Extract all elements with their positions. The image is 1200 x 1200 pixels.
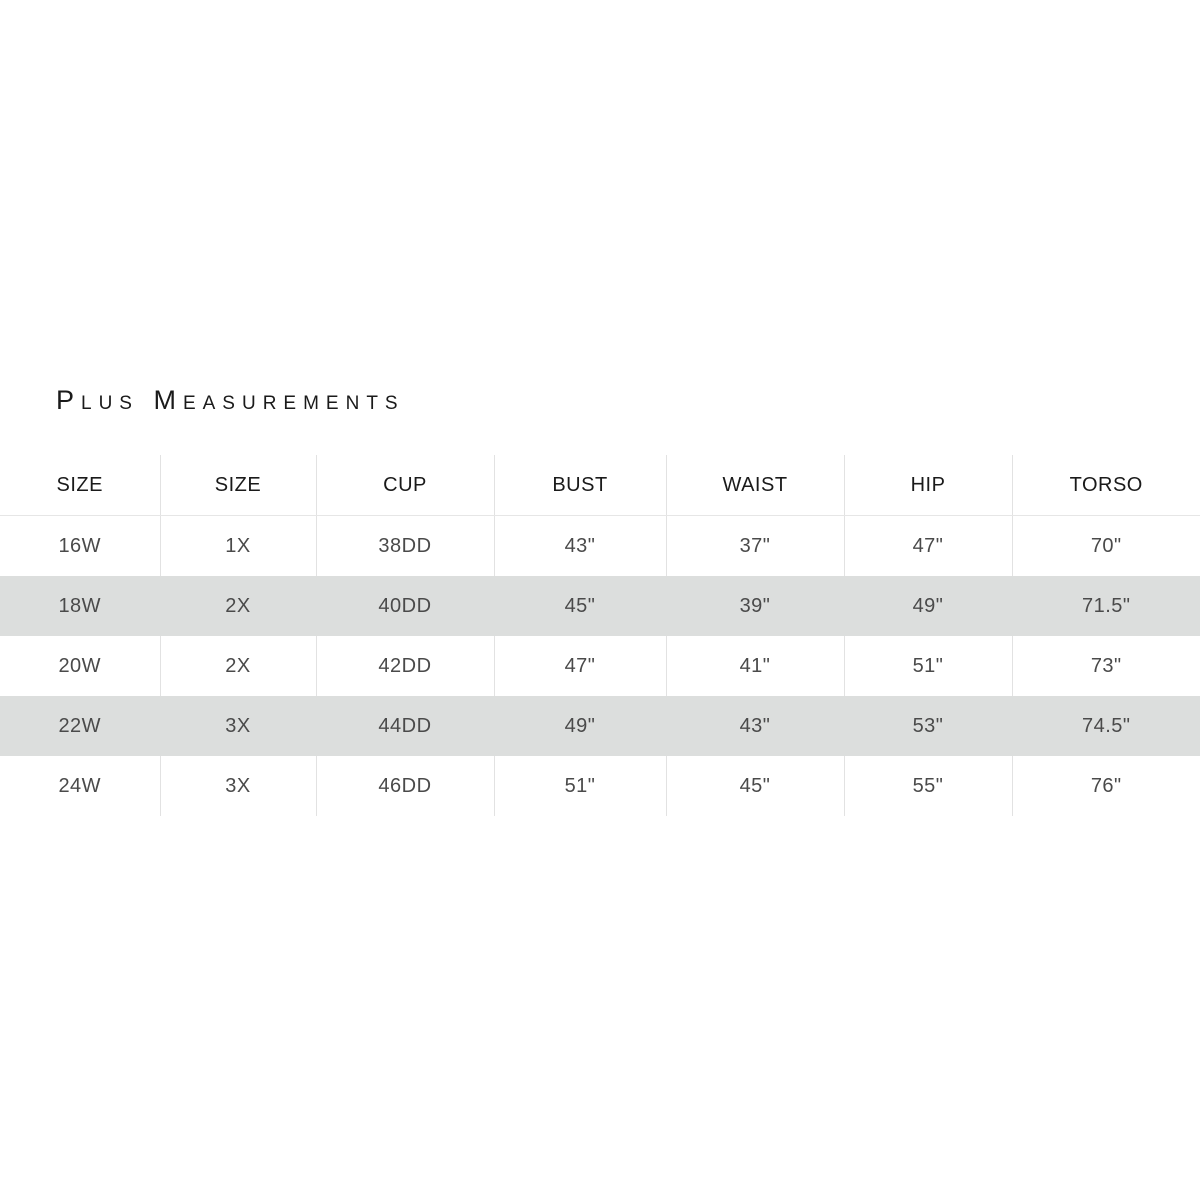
cell-cup: 40DD <box>316 576 494 636</box>
table-row <box>0 576 1200 636</box>
table-row <box>0 696 1200 756</box>
cell-hip: 55" <box>844 756 1012 816</box>
cell-size-numeric: 16W <box>58 534 102 557</box>
cell-size-numeric: 18W <box>0 576 160 636</box>
cell-size-numeric: 24W <box>58 774 102 797</box>
header-size-numeric: SIZE <box>0 455 160 516</box>
header-bust: BUST <box>494 455 666 516</box>
cell-torso: 76" <box>1012 756 1200 816</box>
header-hip: HIP <box>844 455 1012 516</box>
cell-waist: 43" <box>666 696 844 756</box>
header-cup: CUP <box>316 455 494 516</box>
cell-waist: 41" <box>666 636 844 696</box>
header-size-letter: SIZE <box>160 455 316 516</box>
cell-bust: 49" <box>494 696 666 756</box>
table-row <box>0 636 1200 696</box>
cell-hip: 53" <box>844 696 1012 756</box>
cell-torso: 74.5" <box>1012 696 1200 756</box>
cell-size-letter: 2X <box>160 576 316 636</box>
header-torso: TORSO <box>1012 455 1200 516</box>
measurements-table <box>0 455 1200 816</box>
cell-bust: 51" <box>494 756 666 816</box>
header-row <box>0 455 1200 516</box>
cell-hip: 49" <box>844 576 1012 636</box>
cell-size-letter: 1X <box>160 516 316 577</box>
cell-torso: 73" <box>1012 636 1200 696</box>
cell-cup: 46DD <box>316 756 494 816</box>
cell-waist: 45" <box>666 756 844 816</box>
cell-torso: 71.5" <box>1012 576 1200 636</box>
cell-size-numeric: 22W <box>0 696 160 756</box>
cell-waist: 39" <box>666 576 844 636</box>
cell-size-letter: 3X <box>160 696 316 756</box>
header-waist: WAIST <box>666 455 844 516</box>
table-row <box>0 516 1200 577</box>
cell-bust: 47" <box>494 636 666 696</box>
cell-bust: 43" <box>494 516 666 577</box>
cell-hip: 47" <box>844 516 1012 577</box>
cell-waist: 37" <box>666 516 844 577</box>
cell-size-letter: 3X <box>160 756 316 816</box>
cell-hip: 51" <box>844 636 1012 696</box>
cell-size-letter: 2X <box>160 636 316 696</box>
chart-title: Plus Measurements <box>56 385 405 415</box>
cell-size-numeric: 20W <box>58 654 102 677</box>
table-row <box>0 756 1200 816</box>
cell-cup: 38DD <box>316 516 494 577</box>
cell-cup: 42DD <box>316 636 494 696</box>
cell-cup: 44DD <box>316 696 494 756</box>
cell-torso: 70" <box>1012 516 1200 577</box>
cell-bust: 45" <box>494 576 666 636</box>
